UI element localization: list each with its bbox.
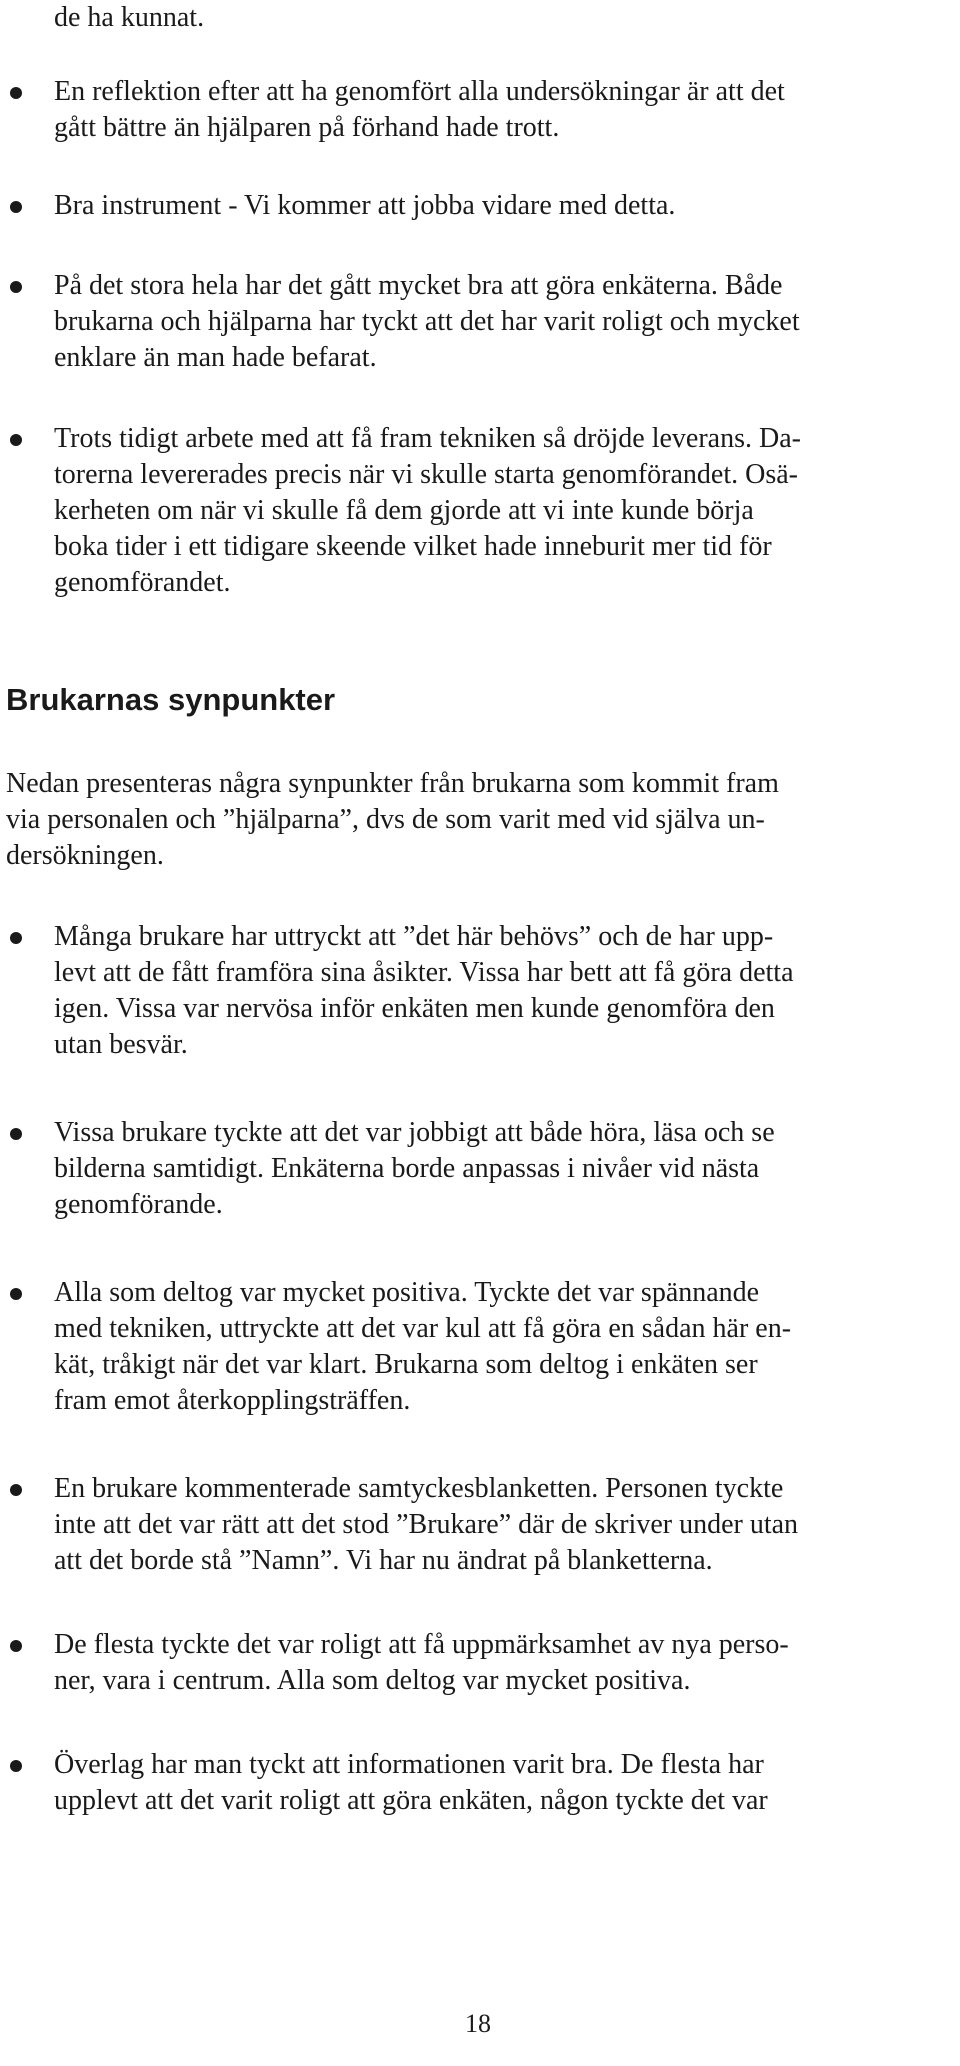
list-item-line: Många brukare har uttryckt att ”det här behövs” och de har upp- [54,921,774,952]
list-item-line: Trots tidigt arbete med att få fram tekniken så dröjde leverans. Da- [54,423,801,454]
bullet-icon [10,201,22,213]
bullet-icon [10,1288,22,1300]
list-item-line: utan besvär. [54,1029,188,1060]
list-item-line: gått bättre än hjälparen på förhand hade trott. [54,112,560,143]
list-item-line: brukarna och hjälparna har tyckt att det har varit roligt och mycket [54,306,800,337]
list-item-line: inte att det var rätt att det stod ”Brukare” där de skriver under utan [54,1509,799,1540]
list-item-line: kerheten om när vi skulle få dem gjorde att vi inte kunde börja [54,495,754,526]
list-item-line: En brukare kommenterade samtyckesblanketten. Personen tyckte [54,1473,784,1504]
page-number: 18 [465,2009,491,2038]
section-heading: Brukarnas synpunkter [6,682,336,717]
list-item-line: med tekniken, uttryckte att det var kul att få göra en sådan här en- [54,1313,792,1344]
paragraph-line: via personalen och ”hjälparna”, dvs de som varit med vid själva un- [6,804,765,835]
list-item-line: En reflektion efter att ha genomfört alla undersökningar är att det [54,76,785,107]
paragraph-line: Nedan presenteras några synpunkter från brukarna som kommit fram [6,768,779,799]
bullet-icon [10,1484,22,1496]
list-item-line: boka tider i ett tidigare skeende vilket hade inneburit mer tid för [54,531,772,562]
list-item-line: igen. Vissa var nervösa inför enkäten men kunde genomföra den [54,993,775,1024]
list-item-line: upplevt att det varit roligt att göra enkäten, någon tyckte det var [54,1785,768,1816]
list-item-line: att det borde stå ”Namn”. Vi har nu ändrat på blanketterna. [54,1545,713,1576]
list-item-line: fram emot återkopplingsträffen. [54,1385,411,1416]
list-item-line: bilderna samtidigt. Enkäterna borde anpassas i nivåer vid nästa [54,1153,760,1184]
list-item-line: På det stora hela har det gått mycket bra att göra enkäterna. Både [54,270,783,301]
continuation-text: de ha kunnat. [54,2,205,33]
list-item-line: genomförande. [54,1189,223,1220]
list-item-line: levt att de fått framföra sina åsikter. Vissa har bett att få göra detta [54,957,794,988]
bullet-icon [10,434,22,446]
list-item-line: genomförandet. [54,567,231,598]
bullet-icon [10,87,22,99]
list-item-line: Vissa brukare tyckte att det var jobbigt att både höra, läsa och se [54,1117,775,1148]
paragraph-line: dersökningen. [6,840,164,871]
bullet-icon [10,1760,22,1772]
list-item-line: kät, tråkigt när det var klart. Brukarna som deltog i enkäten ser [54,1349,758,1380]
bullet-icon [10,281,22,293]
list-item-line: Bra instrument - Vi kommer att jobba vidare med detta. [54,190,676,221]
list-item-line: Överlag har man tyckt att informationen varit bra. De flesta har [54,1749,764,1780]
bullet-icon [10,1128,22,1140]
bullet-icon [10,932,22,944]
list-item-line: torerna levererades precis när vi skulle starta genomförandet. Osä- [54,459,799,490]
list-item-line: De flesta tyckte det var roligt att få uppmärksamhet av nya perso- [54,1629,789,1660]
bullet-icon [10,1640,22,1652]
list-item-line: Alla som deltog var mycket positiva. Tyckte det var spännande [54,1277,760,1308]
list-item-line: enklare än man hade befarat. [54,342,377,373]
list-item-line: ner, vara i centrum. Alla som deltog var mycket positiva. [54,1665,691,1696]
